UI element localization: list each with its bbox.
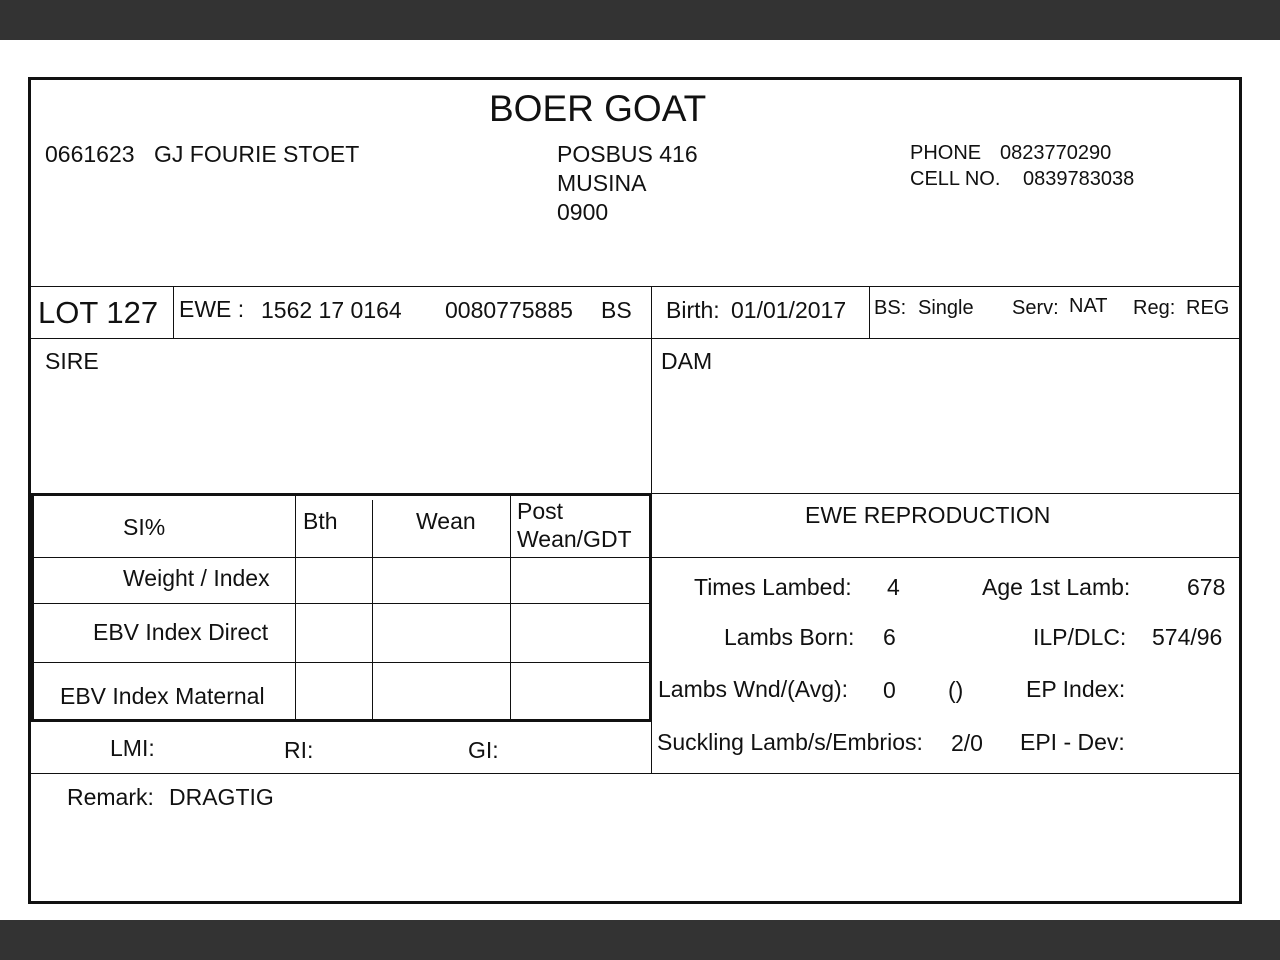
birth-date: 01/01/2017 (731, 297, 847, 323)
breeder-code: 0661623 (45, 141, 135, 167)
ewe-id: 1562 17 0164 (261, 297, 402, 323)
gi-label: GI: (468, 737, 499, 763)
row-weight-index: Weight / Index (123, 565, 270, 591)
lambs-born-value: 6 (883, 624, 896, 650)
birth-label: Birth: (666, 297, 720, 323)
row-ebv-index-maternal: EBV Index Maternal (60, 683, 265, 709)
ewe-label: EWE : (179, 296, 245, 322)
remark-value: DRAGTIG (169, 784, 274, 810)
sire-label: SIRE (45, 348, 99, 374)
registration-number: 0080775885 (445, 297, 573, 323)
row-ebv-index-direct: EBV Index Direct (93, 619, 269, 645)
reg-label: Reg: (1133, 297, 1176, 319)
lambs-weaned-value: 0 (883, 677, 896, 703)
ep-index-label: EP Index: (1026, 676, 1126, 702)
age-first-lamb-value: 678 (1187, 574, 1226, 600)
times-lambed-label: Times Lambed: (694, 574, 852, 600)
breeder-name: GJ FOURIE STOET (154, 141, 360, 167)
ri-label: RI: (284, 737, 314, 763)
top-bar (0, 0, 1280, 40)
lambs-weaned-label: Lambs Wnd/(Avg): (658, 676, 849, 702)
card-title: BOER GOAT (489, 88, 707, 129)
address-line-1: POSBUS 416 (557, 141, 698, 167)
breed-code: BS (601, 297, 632, 323)
column-wean: Wean (416, 508, 476, 534)
cell-number: 0839783038 (1023, 168, 1135, 190)
epi-dev-label: EPI - Dev: (1020, 729, 1125, 755)
si-percent-label: SI% (123, 514, 166, 540)
times-lambed-value: 4 (887, 574, 900, 600)
address-line-3: 0900 (557, 199, 609, 225)
column-birth: Bth (303, 508, 338, 534)
bottom-bar (0, 920, 1280, 960)
ilp-dlc-label: ILP/DLC: (1033, 624, 1127, 650)
suckling-value: 2/0 (951, 730, 983, 756)
dam-label: DAM (661, 348, 713, 374)
reproduction-title: EWE REPRODUCTION (805, 502, 1051, 528)
bs-label: BS: (874, 297, 907, 319)
serv-value: NAT (1069, 295, 1108, 317)
column-post-wean-gdt: Post Wean/GDT (517, 498, 632, 552)
address-line-2: MUSINA (557, 170, 647, 196)
lmi-label: LMI: (110, 735, 155, 761)
bs-value: Single (918, 297, 974, 319)
lambs-weaned-avg: () (948, 677, 964, 703)
phone-label: PHONE (910, 142, 982, 164)
lambs-born-label: Lambs Born: (724, 624, 855, 650)
phone-number: 0823770290 (1000, 142, 1112, 164)
serv-label: Serv: (1012, 297, 1059, 319)
ilp-dlc-value: 574/96 (1152, 624, 1223, 650)
suckling-label: Suckling Lamb/s/Embrios: (657, 729, 923, 755)
reg-value: REG (1186, 297, 1230, 319)
age-first-lamb-label: Age 1st Lamb: (982, 574, 1131, 600)
cell-label: CELL NO. (910, 168, 1001, 190)
lot-number: LOT 127 (38, 295, 159, 330)
remark-label: Remark: (67, 784, 154, 810)
